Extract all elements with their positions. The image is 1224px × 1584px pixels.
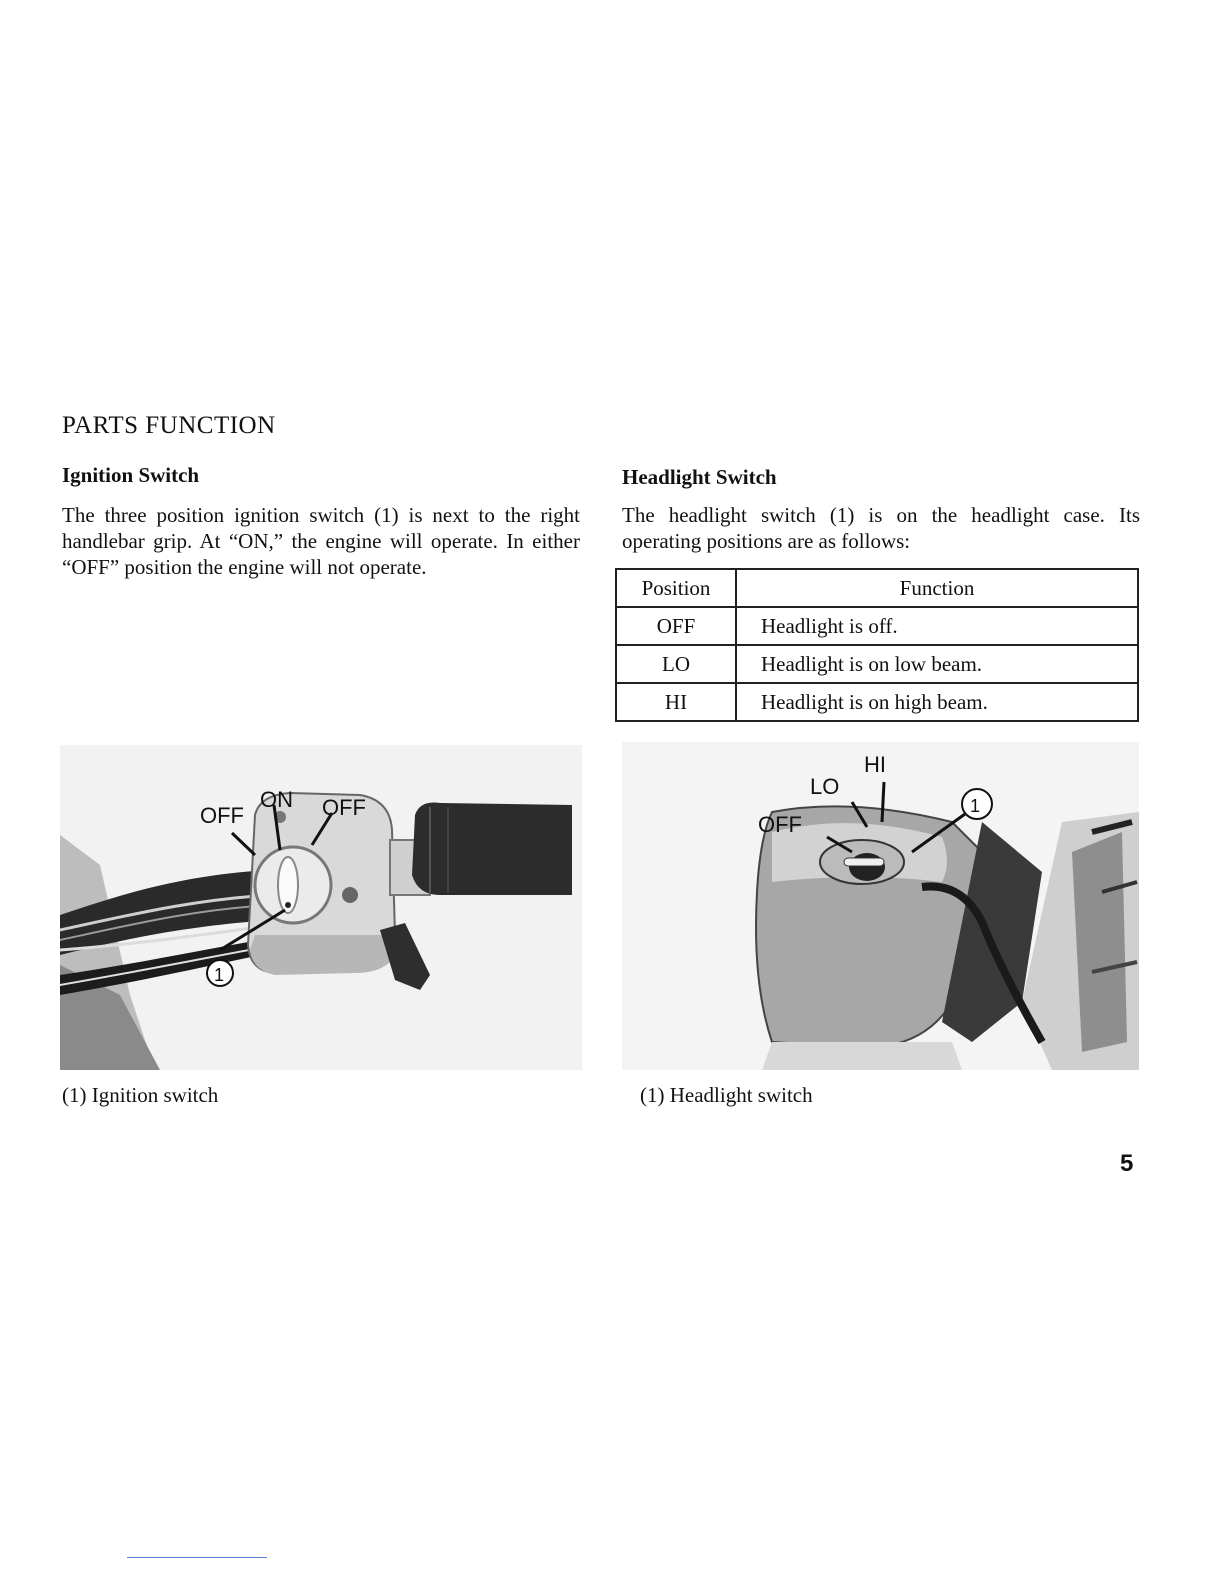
page-number: 5	[1120, 1150, 1134, 1177]
table-cell-position: HI	[616, 683, 736, 721]
table-header-function: Function	[736, 569, 1138, 607]
ignition-switch-caption: (1) Ignition switch	[62, 1083, 219, 1107]
table-row	[616, 607, 1138, 645]
ignition-switch-photo	[60, 745, 582, 1070]
headlight-switch-illustration	[622, 742, 1139, 1070]
ignition-callout-number: 1	[214, 965, 225, 985]
headlight-switch-caption: (1) Headlight switch	[640, 1083, 813, 1107]
headlight-switch-photo	[622, 742, 1139, 1070]
footer-rule	[127, 1557, 267, 1558]
table-cell-position: OFF	[616, 607, 736, 645]
headlight-positions-table	[615, 568, 1139, 722]
ignition-switch-body: The three position ignition switch (1) is next to the right handlebar grip. At “ON,” the engine will operate. In either “OFF” position the engine will not operate.	[62, 503, 580, 579]
ignition-label-on: ON	[260, 787, 293, 812]
headlight-label-lo: LO	[810, 774, 840, 799]
table-header-position: Position	[616, 569, 736, 607]
headlight-switch-heading: Headlight Switch	[622, 465, 777, 489]
headlight-callout-number: 1	[970, 796, 981, 816]
table-cell-function: Headlight is on high beam.	[736, 683, 1138, 721]
ignition-switch-illustration	[60, 745, 582, 1070]
table-cell-position: LO	[616, 645, 736, 683]
table-cell-function: Headlight is off.	[736, 607, 1138, 645]
headlight-switch-body: The headlight switch (1) is on the headlight case. Its operating positions are as follows:	[622, 503, 1140, 553]
headlight-label-off: OFF	[758, 812, 802, 837]
table-row	[616, 683, 1138, 721]
table-row	[616, 645, 1138, 683]
section-title: PARTS FUNCTION	[62, 412, 276, 439]
ignition-switch-heading: Ignition Switch	[62, 463, 200, 487]
headlight-label-hi: HI	[864, 752, 886, 777]
ignition-label-off-left: OFF	[200, 803, 244, 828]
table-header-row	[616, 569, 1138, 607]
table-cell-function: Headlight is on low beam.	[736, 645, 1138, 683]
ignition-label-off-right: OFF	[322, 795, 366, 820]
